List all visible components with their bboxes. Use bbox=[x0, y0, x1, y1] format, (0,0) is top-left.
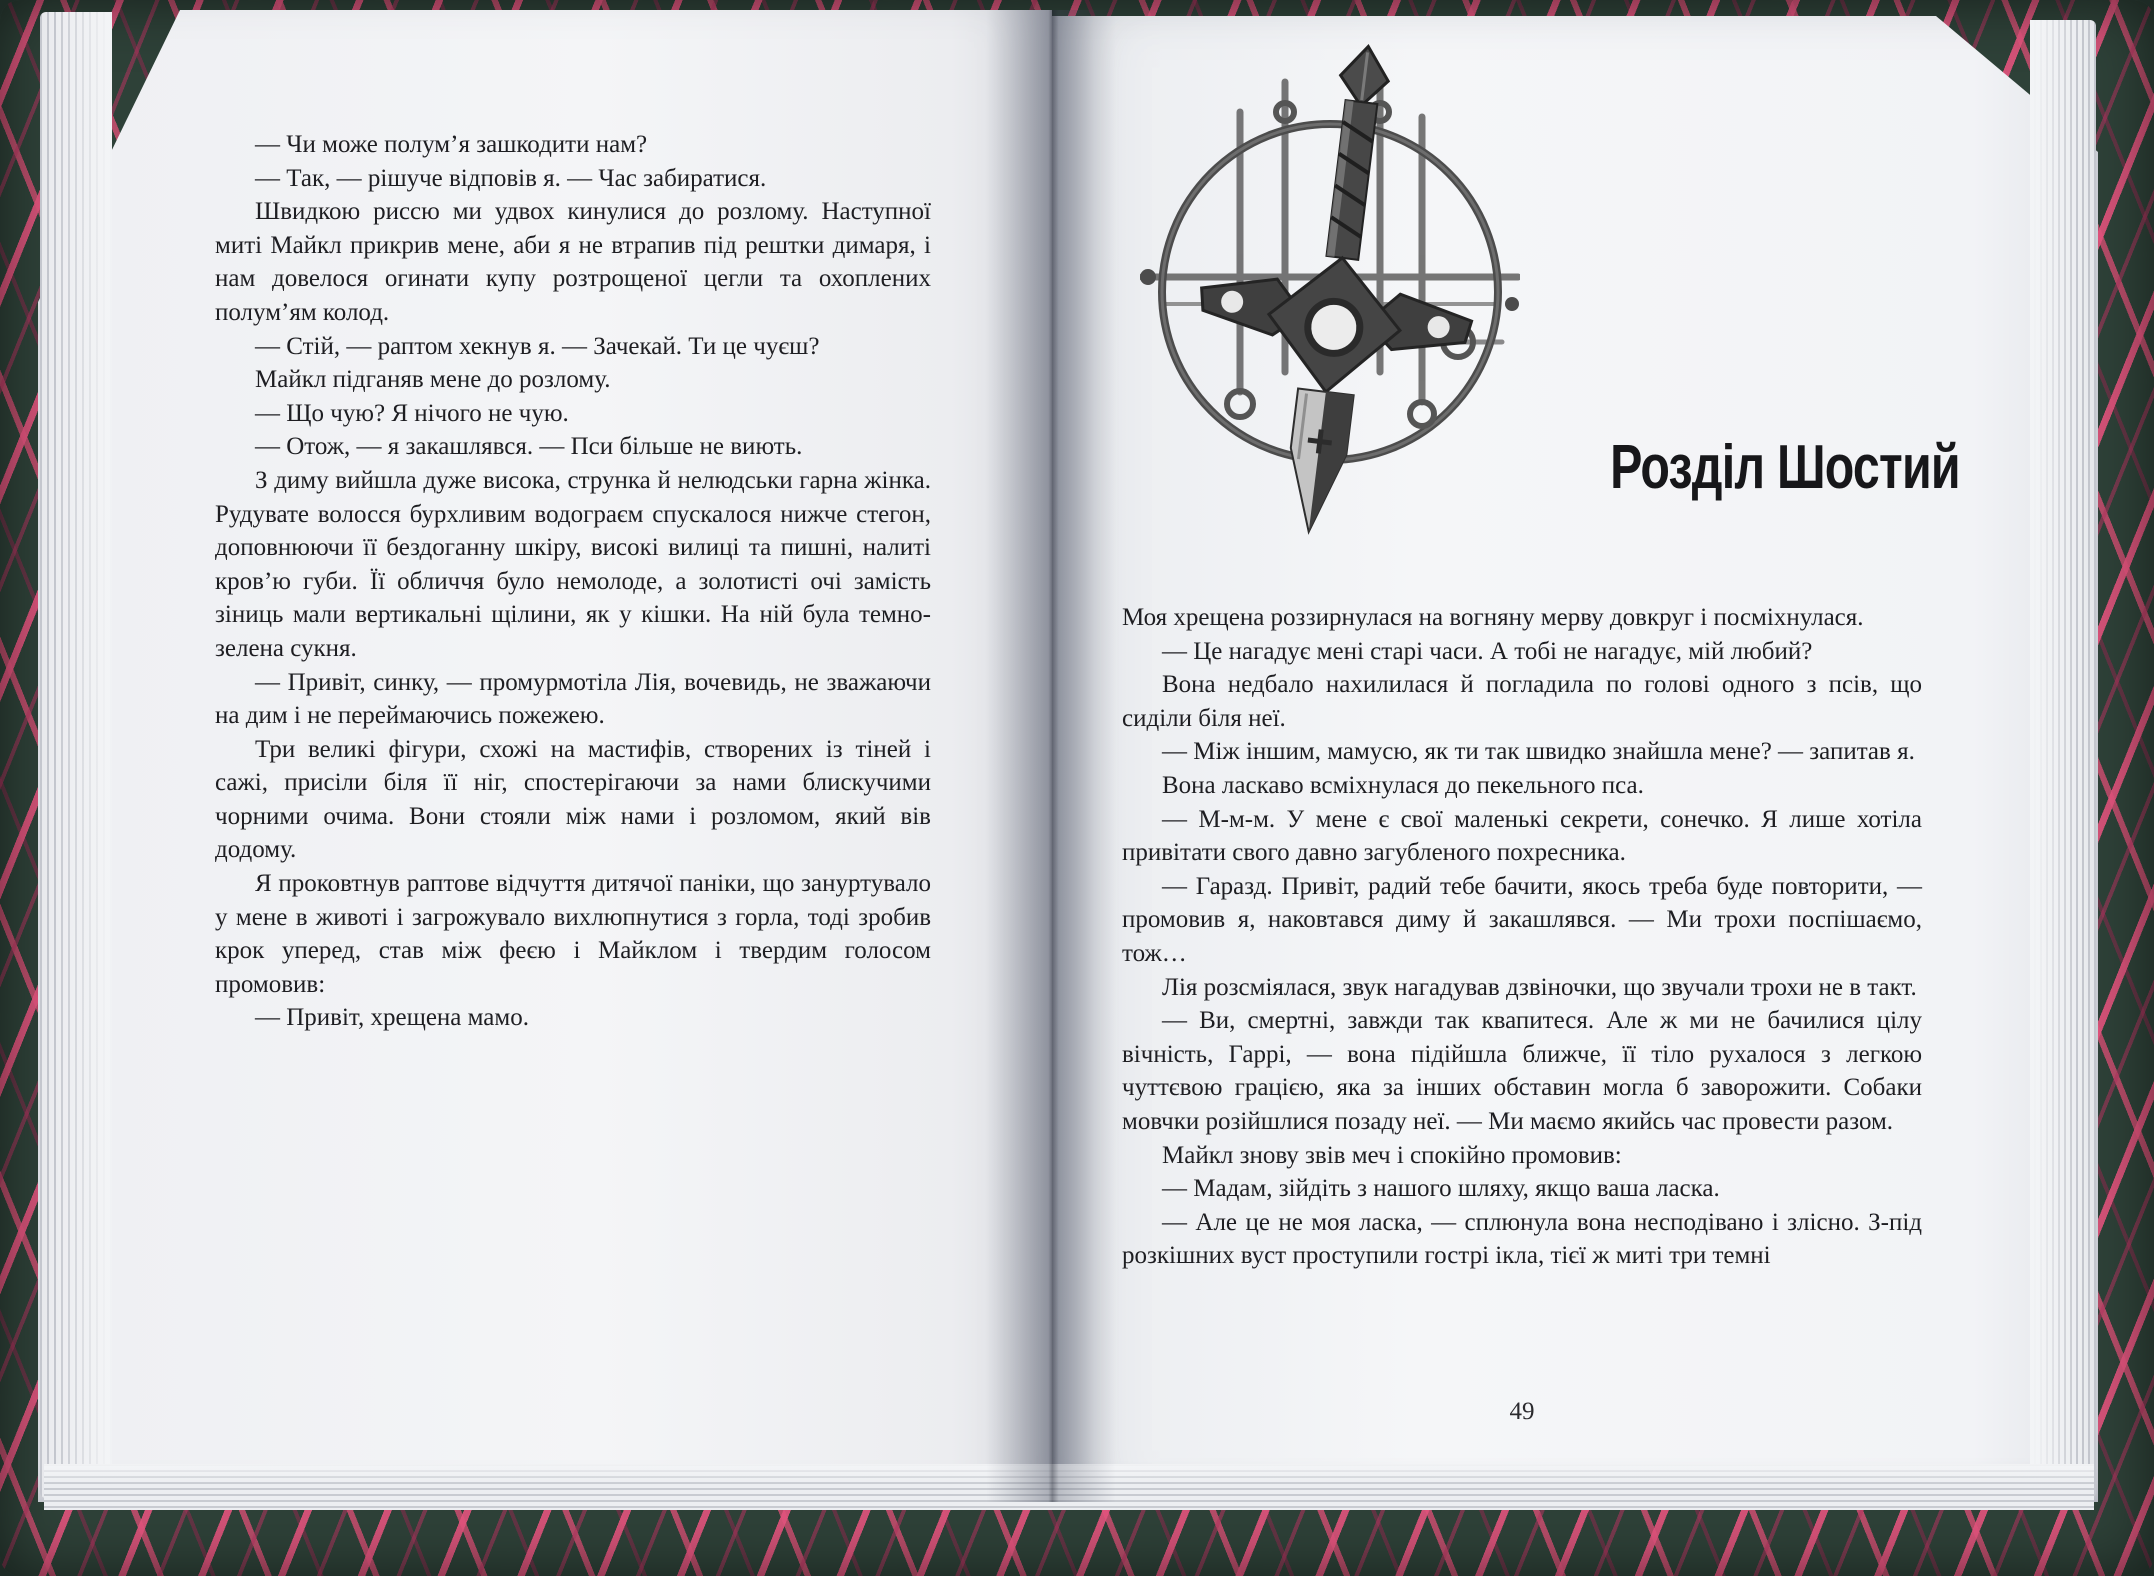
paragraph: — Чи може полум’я зашкодити нам? bbox=[255, 131, 648, 158]
page-number: 49 bbox=[1509, 1398, 1535, 1425]
paragraph: Швидкою риссю ми удвох кинулися до розлому. Наступної миті Майкл прикрив мене, аби я не втрапив під рештки димаря, і нам довелося огинати купу розтрощеної цегли та охоплених полум’ям колод. bbox=[215, 198, 931, 326]
paragraph: Лія розсміялася, звук нагадував дзвіночки, що звучали трохи не в такт. bbox=[1162, 973, 1917, 1001]
paragraph: Я проковтнув раптове відчуття дитячої паніки, що зануртувало у мене в животі і загрожувало вихлюпнутися з горла, тоді зробив крок уперед, став між феєю і Майклом і твердим голосом промовив: bbox=[215, 870, 931, 998]
paragraph: — М-м-м. У мене є свої маленькі секрети, сонечко. Я лише хотіла привітати свого давно загубленого похресника. bbox=[1122, 805, 1922, 867]
paragraph: — Це нагадує мені старі часи. А тобі не нагадує, мій любий? bbox=[1162, 637, 1813, 665]
book-gutter-shadow bbox=[986, 10, 1116, 1502]
paragraph: — Отож, — я закашлявся. — Пси більше не виють. bbox=[255, 433, 803, 461]
paragraph: — Привіт, хрещена мамо. bbox=[255, 1004, 529, 1032]
paragraph: Моя хрещена роззирнулася на вогняну мерву довкруг і посміхнулася. bbox=[1122, 604, 1864, 631]
paragraph: — Так, — рішуче відповів я. — Час забиратися. bbox=[255, 164, 767, 192]
paragraph: Вона ласкаво всміхнулася до пекельного пса. bbox=[1162, 771, 1644, 799]
paragraph: Майкл підганяв мене до розлому. bbox=[255, 366, 611, 394]
paragraph: — Що чую? Я нічого не чую. bbox=[255, 399, 569, 427]
left-page-text bbox=[215, 128, 931, 1035]
paragraph: — Привіт, синку, — промурмотіла Лія, вочевидь, не зважаючи на дим і не переймаючись пожежею. bbox=[215, 668, 931, 730]
chapter-title: Розділ Шостий bbox=[1610, 433, 1960, 502]
paragraph: — Між іншим, мамусю, як ти так швидко знайшла мене? — запитав я. bbox=[1162, 738, 1915, 766]
paragraph: — Гаразд. Привіт, радий тебе бачити, якось треба буде повторити, — промовив я, наковтався диму й закашлявся. — Ми трохи поспішаємо, тож… bbox=[1122, 872, 1922, 967]
paragraph: — Стій, — раптом хекнув я. — Зачекай. Ти це чуєш? bbox=[255, 332, 820, 360]
right-page-text bbox=[1122, 601, 1922, 1273]
paragraph: Три великі фігури, схожі на мастифів, створених із тіней і сажі, присіли біля її ніг, спостерігаючи за нами блискучими чорними очима. Вони стояли між нами і розломом, який вів додому. bbox=[215, 735, 931, 864]
paragraph: — Але це не моя ласка, — сплюнула вона несподівано і злісно. З-під розкішних вуст проступили гострі ікла, тієї ж миті три темні bbox=[1122, 1208, 1922, 1270]
sword-emblem-illustration bbox=[1140, 42, 1520, 542]
paragraph: З диму вийшла дуже висока, струнка й нелюдськи гарна жінка. Рудувате волосся бурхливим водограєм спускалося нижче стегон, доповнюючи її бездоганну шкіру, високі вилиці та пишні, налиті кров’ю губи. Її обличчя було немолоде, а золотисті очі замість зіниць мали вертикальні щілини, як у кішки. На ній була темно-зелена сукня. bbox=[215, 466, 931, 662]
paragraph: — Мадам, зійдіть з нашого шляху, якщо ваша ласка. bbox=[1162, 1175, 1720, 1203]
paragraph: — Ви, смертні, завжди так квапитеся. Але ж ми не бачилися цілу вічність, Гаррі, — вона підійшла ближче, її тіло рухалося з легкою чуттєвою грацією, яка за інших обставин могла б заворожити. Собаки мовчки розійшлися позаду неї. — Ми маємо якийсь час провести разом. bbox=[1122, 1007, 1922, 1135]
paragraph: Майкл знову звів меч і спокійно промовив: bbox=[1162, 1141, 1622, 1169]
paragraph: Вона недбало нахилилася й погладила по голові одного з псів, що сиділи біля неї. bbox=[1122, 671, 1922, 732]
